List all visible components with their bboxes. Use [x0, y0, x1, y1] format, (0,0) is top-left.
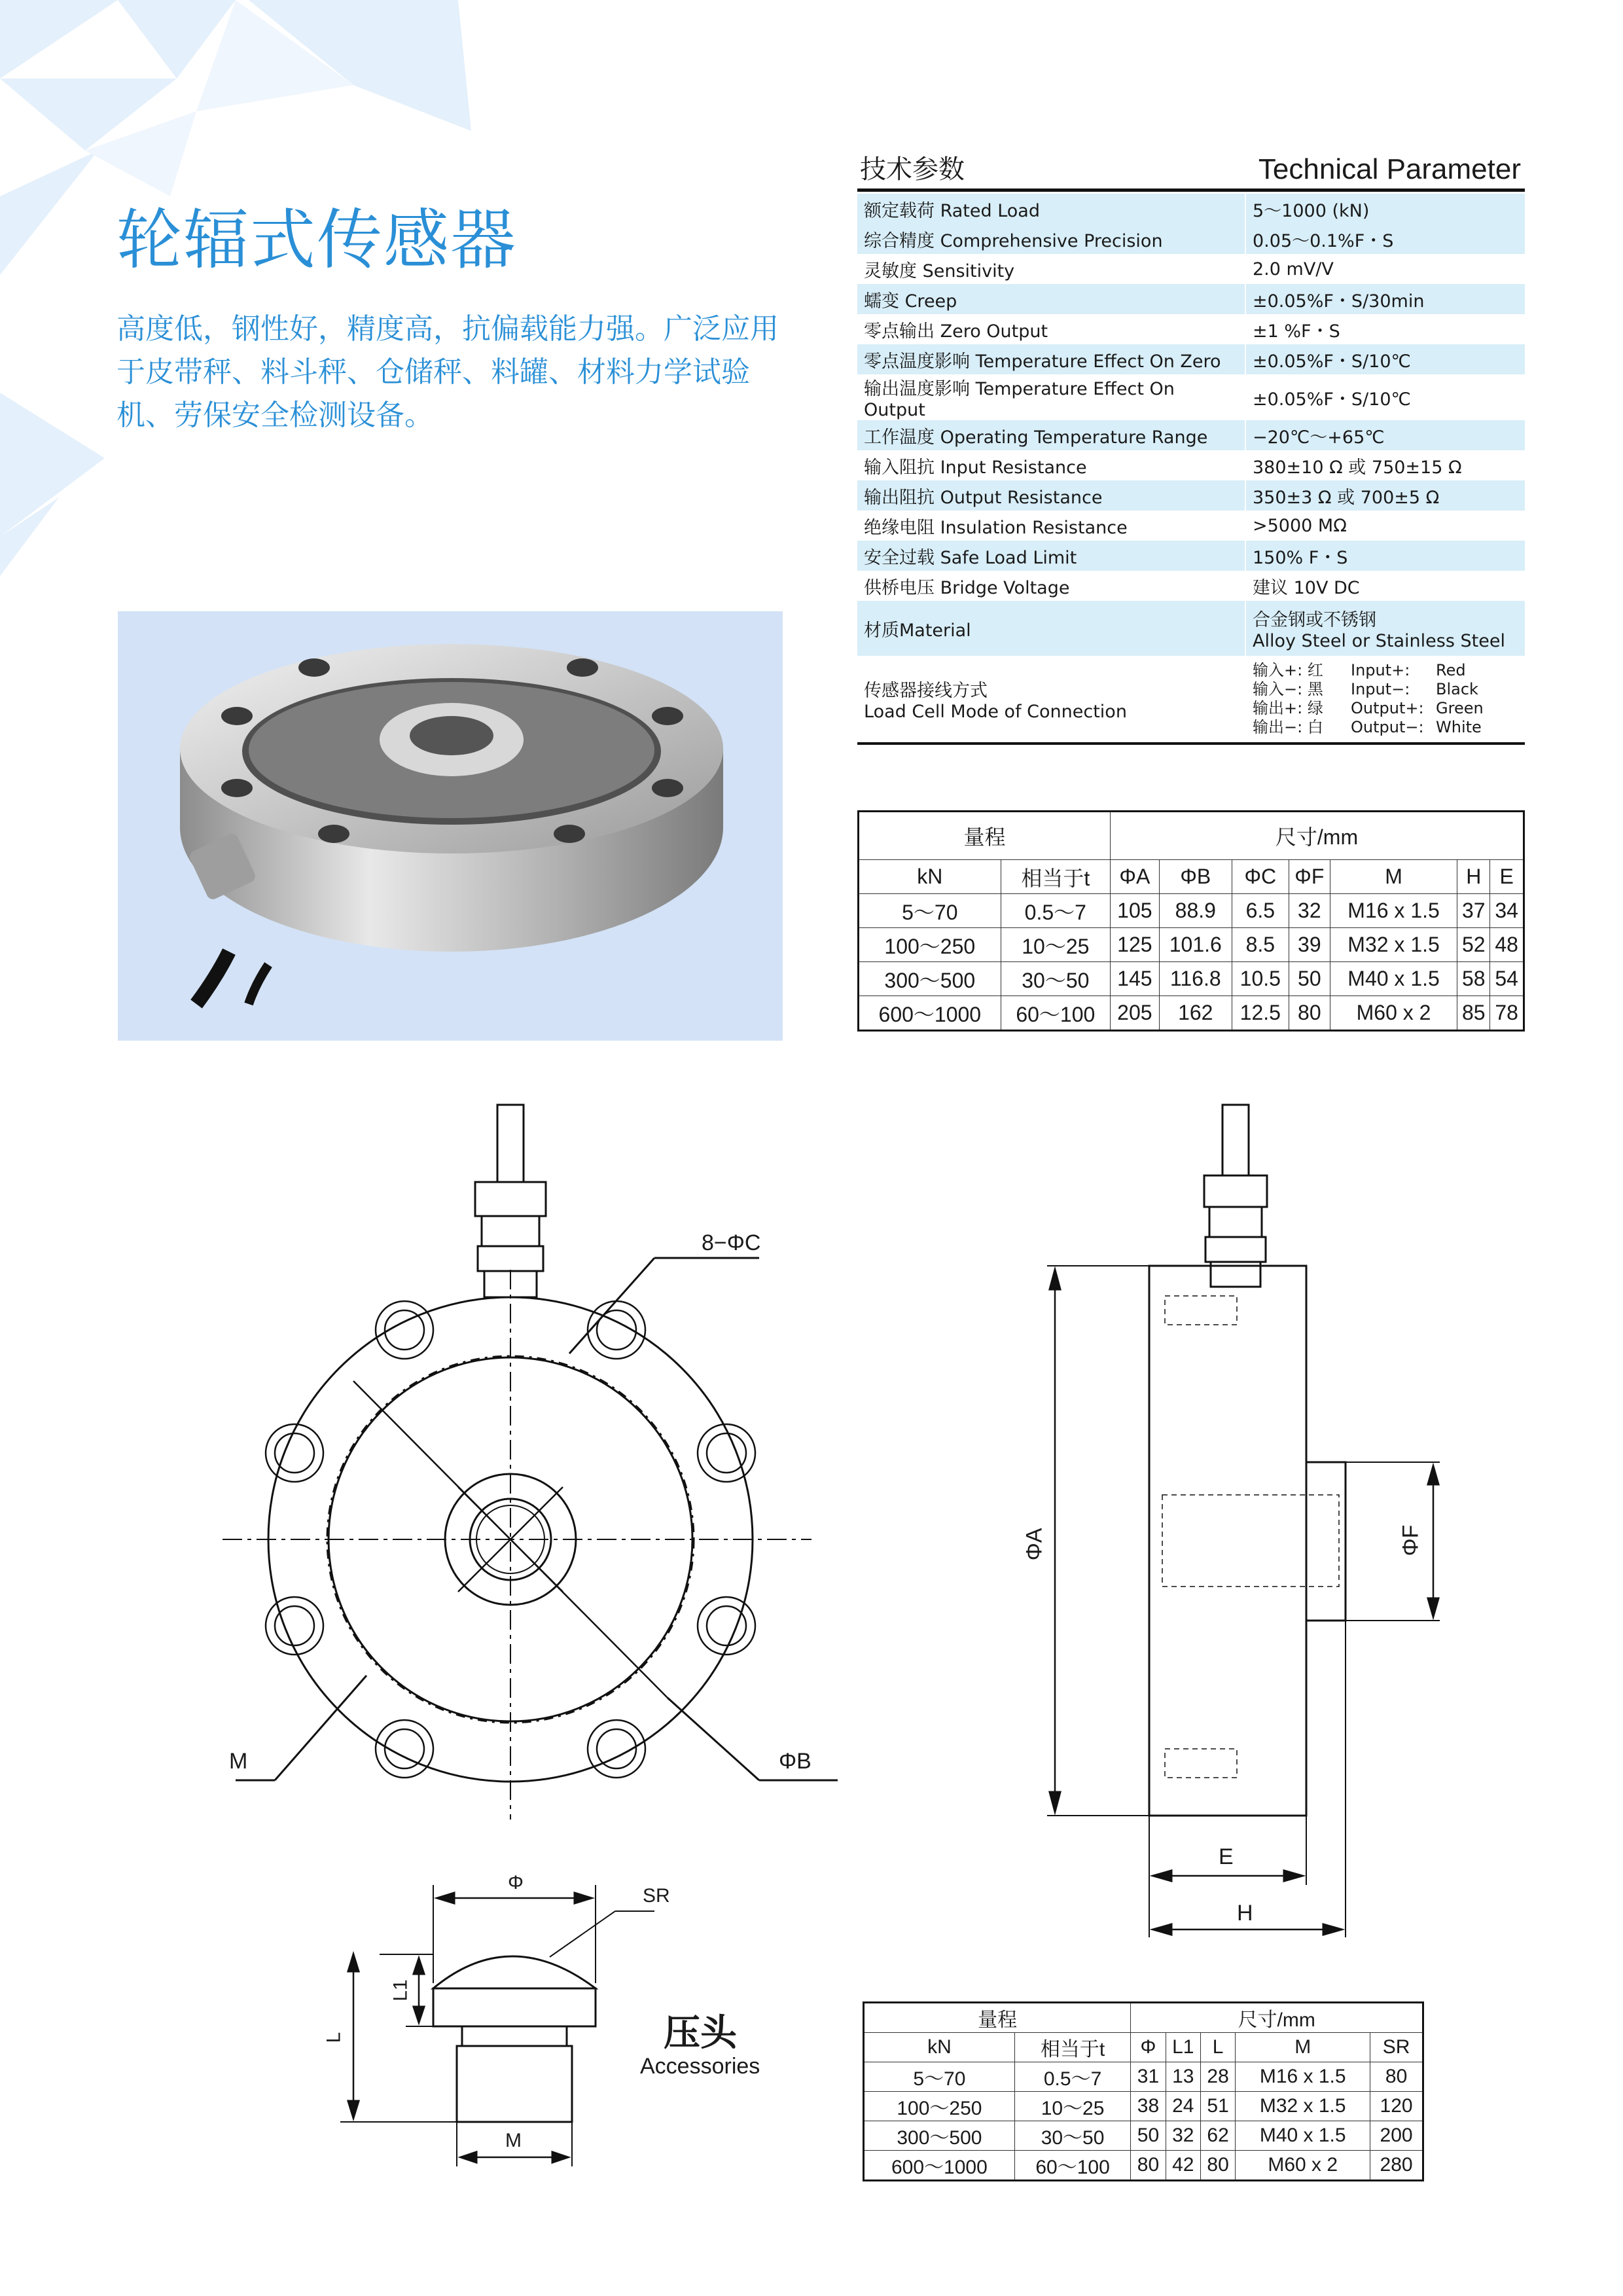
cell: 600～1000 [859, 996, 1001, 1031]
accessory-drawing [340, 1885, 654, 2166]
cell: 100～250 [864, 2092, 1015, 2121]
cell: 10.5 [1232, 962, 1289, 996]
cell: 28 [1200, 2062, 1235, 2092]
wiring-en: Input−: [1351, 680, 1410, 698]
cell: 200 [1370, 2121, 1423, 2151]
param-value: ±0.05%F・S/10℃ [1245, 344, 1525, 374]
col-header: ΦC [1232, 860, 1289, 894]
tech-header-cn: 技术参数 [860, 154, 965, 185]
cell: 120 [1370, 2092, 1423, 2121]
cell: M32 x 1.5 [1236, 2092, 1370, 2121]
cell: M16 x 1.5 [1236, 2062, 1370, 2092]
cell: 78 [1490, 996, 1524, 1031]
col-header: Φ [1131, 2033, 1166, 2062]
cell: 62 [1200, 2121, 1235, 2151]
accessory-title-en: Accessories [640, 2054, 760, 2079]
param-label: 输入阻抗 Input Resistance [857, 450, 1245, 480]
param-value: −20℃～+65℃ [1245, 420, 1525, 450]
cell: 280 [1370, 2151, 1423, 2181]
param-value: 5～1000 (kN) [1245, 194, 1525, 224]
cell: 6.5 [1232, 894, 1289, 928]
param-value: 2.0 mV/V [1245, 254, 1525, 284]
param-value: 建议 10V DC [1245, 571, 1525, 601]
col-header: ΦB [1159, 860, 1232, 894]
param-label: 输出温度影响 Temperature Effect On Output [857, 374, 1245, 420]
wiring-en: Output−: [1351, 718, 1424, 736]
range-header: 量程 [864, 2003, 1131, 2033]
cell: 42 [1166, 2151, 1200, 2181]
cell: 54 [1490, 962, 1524, 996]
cell: 58 [1457, 962, 1490, 996]
cell: 125 [1111, 928, 1160, 962]
phib-label: ΦB [779, 1749, 812, 1774]
cell: M32 x 1.5 [1330, 928, 1457, 962]
accessory-table [863, 2001, 1424, 2181]
col-header: 相当于t [1001, 860, 1110, 894]
table-row [864, 2121, 1423, 2151]
cell: 60～100 [1001, 996, 1110, 1031]
cell: 38 [1131, 2092, 1166, 2121]
wiring-en: Input+: [1351, 661, 1410, 679]
cell: 24 [1166, 2092, 1200, 2121]
table-row [864, 2062, 1423, 2092]
wiring-cn: 输入+: 红 [1253, 661, 1323, 679]
cell: 300～500 [864, 2121, 1015, 2151]
phia-label: ΦA [1022, 1528, 1047, 1561]
material-cn: 合金钢或不锈钢 [1253, 610, 1376, 630]
cell: 116.8 [1159, 962, 1232, 996]
cell: 88.9 [1159, 894, 1232, 928]
col-header: ΦF [1289, 860, 1330, 894]
cell: 32 [1289, 894, 1330, 928]
cell: 52 [1457, 928, 1490, 962]
cell: 51 [1200, 2092, 1235, 2121]
m-label: M [229, 1749, 248, 1774]
cell: 145 [1111, 962, 1160, 996]
param-label: 材质Material [857, 601, 1245, 656]
param-label: 灵敏度 Sensitivity [857, 254, 1245, 284]
cell: M60 x 2 [1236, 2151, 1370, 2181]
cell: 10～25 [1001, 928, 1110, 962]
param-label: 额定载荷 Rated Load [857, 194, 1245, 224]
column-header-row [864, 2033, 1423, 2062]
cell: 50 [1289, 962, 1330, 996]
size-header: 尺寸/mm [1131, 2003, 1423, 2033]
cell: 205 [1111, 996, 1160, 1031]
cell: 100～250 [859, 928, 1001, 962]
cell: 5～70 [859, 894, 1001, 928]
side-view-drawing [1047, 1105, 1440, 1937]
range-header: 量程 [859, 812, 1111, 860]
param-label: 绝缘电阻 Insulation Resistance [857, 511, 1245, 541]
cell: 30～50 [1001, 962, 1110, 996]
top-view-drawing [223, 1105, 838, 1820]
cell: 32 [1166, 2121, 1200, 2151]
wiring-cn: 输出+: 绿 [1253, 699, 1323, 717]
cell: 10～25 [1014, 2092, 1131, 2121]
cell: 0.5～7 [1014, 2062, 1131, 2092]
param-label: 输出阻抗 Output Resistance [857, 480, 1245, 511]
table-row [864, 2151, 1423, 2181]
col-header: SR [1370, 2033, 1423, 2062]
cell: 80 [1289, 996, 1330, 1031]
param-value: >5000 MΩ [1245, 511, 1525, 541]
cell: 12.5 [1232, 996, 1289, 1031]
cell: 48 [1490, 928, 1524, 962]
accessory-title-cn: 压头 [664, 2012, 737, 2054]
param-label: 综合精度 Comprehensive Precision [857, 224, 1245, 254]
param-value: ±0.05%F・S/30min [1245, 284, 1525, 314]
wiring-color: Green [1436, 699, 1484, 717]
wiring-cn: 输入−: 黑 [1253, 680, 1323, 698]
cell: 5～70 [864, 2062, 1015, 2092]
cell: 105 [1111, 894, 1160, 928]
cell: M40 x 1.5 [1236, 2121, 1370, 2151]
col-header: kN [864, 2033, 1015, 2062]
cell: 39 [1289, 928, 1330, 962]
cell: 0.5～7 [1001, 894, 1110, 928]
param-value: 0.05～0.1%F・S [1245, 224, 1525, 254]
size-header: 尺寸/mm [1111, 812, 1524, 860]
cell: 34 [1490, 894, 1524, 928]
cell: M40 x 1.5 [1330, 962, 1457, 996]
table-row [864, 2092, 1423, 2121]
acc-sr-label: SR [643, 1885, 670, 1907]
cell: 31 [1131, 2062, 1166, 2092]
param-value: ±1 %F・S [1245, 314, 1525, 344]
tech-header-en: Technical Parameter [1258, 153, 1521, 185]
param-label: 零点温度影响 Temperature Effect On Zero [857, 344, 1245, 374]
cell: 60～100 [1014, 2151, 1131, 2181]
param-value: ±0.05%F・S/10℃ [1245, 374, 1525, 420]
holes-label: 8−ΦC [702, 1230, 761, 1255]
wiring-color: Black [1436, 680, 1478, 698]
cell: 13 [1166, 2062, 1200, 2092]
wiring-color: Red [1436, 661, 1466, 679]
param-label: 零点输出 Zero Output [857, 314, 1245, 344]
param-value: 350±3 Ω 或 700±5 Ω [1245, 480, 1525, 511]
cell: 101.6 [1159, 928, 1232, 962]
wiring-cn: 输出−: 白 [1253, 718, 1323, 736]
col-header: ΦA [1111, 860, 1160, 894]
phif-label: ΦF [1398, 1524, 1423, 1556]
wiring-en: Output+: [1351, 699, 1424, 717]
cell: 30～50 [1014, 2121, 1131, 2151]
param-value: 380±10 Ω 或 750±15 Ω [1245, 450, 1525, 480]
col-header: M [1330, 860, 1457, 894]
param-label: 安全过载 Safe Load Limit [857, 541, 1245, 571]
col-header: L [1200, 2033, 1235, 2062]
col-header: 相当于t [1014, 2033, 1131, 2062]
wiring-color: White [1436, 718, 1482, 736]
col-header: E [1490, 860, 1524, 894]
cell: 37 [1457, 894, 1490, 928]
cell: 80 [1370, 2062, 1423, 2092]
col-header: H [1457, 860, 1490, 894]
cell: M16 x 1.5 [1330, 894, 1457, 928]
cell: 162 [1159, 996, 1232, 1031]
col-header: M [1236, 2033, 1370, 2062]
acc-l-label: L [323, 2032, 345, 2043]
acc-m-label: M [505, 2130, 522, 2151]
cell: 300～500 [859, 962, 1001, 996]
cell: 8.5 [1232, 928, 1289, 962]
cell: 600～1000 [864, 2151, 1015, 2181]
cell: M60 x 2 [1330, 996, 1457, 1031]
connection-cn: 传感器接线方式 [864, 681, 988, 701]
param-label: 蠕变 Creep [857, 284, 1245, 314]
cell: 85 [1457, 996, 1490, 1031]
connection-en: Load Cell Mode of Connection [864, 702, 1127, 722]
e-label: E [1219, 1844, 1234, 1869]
acc-l1-label: L1 [389, 1979, 412, 2001]
param-label: 供桥电压 Bridge Voltage [857, 571, 1245, 601]
col-header: kN [859, 860, 1001, 894]
cell: 50 [1131, 2121, 1166, 2151]
cell: 80 [1131, 2151, 1166, 2181]
intro-text: 高度低，钢性好，精度高，抗偏载能力强。广泛应用于皮带秤、料斗秤、仓储秤、料罐、材料力学试验机、劳保安全检测设备。 [116, 312, 779, 432]
param-value: 150% F・S [1245, 541, 1525, 571]
param-label: 工作温度 Operating Temperature Range [857, 420, 1245, 450]
material-en: Alloy Steel or Stainless Steel [1253, 631, 1505, 651]
acc-phi-label: Φ [508, 1872, 524, 1893]
col-header: L1 [1166, 2033, 1200, 2062]
page-title: 轮辐式传感器 [116, 202, 517, 278]
cell: 80 [1200, 2151, 1235, 2181]
h-label: H [1237, 1901, 1253, 1926]
